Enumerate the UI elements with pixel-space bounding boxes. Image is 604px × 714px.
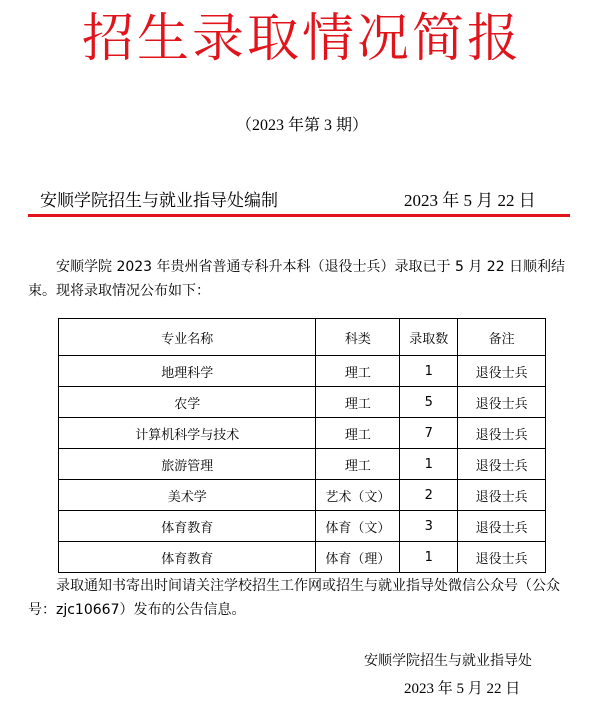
column-header-remark: 备注 (458, 319, 546, 356)
cell-category: 体育（文） (316, 511, 400, 542)
cell-remark: 退役士兵 (458, 480, 546, 511)
table-row (59, 480, 546, 511)
table-row (59, 511, 546, 542)
cell-major: 地理科学 (59, 356, 316, 387)
intro-paragraph: 安顺学院 2023 年贵州省普通专科升本科（退役士兵）录取已于 5 月 22 日顺利结束。现将录取情况公布如下： (28, 259, 566, 299)
cell-category: 理工 (316, 387, 400, 418)
column-header-major: 专业名称 (59, 319, 316, 356)
cell-major: 体育教育 (59, 542, 316, 573)
cell-remark: 退役士兵 (458, 387, 546, 418)
cell-category: 理工 (316, 356, 400, 387)
footer-date: 2023 年 5 月 22 日 (404, 681, 521, 697)
cell-major: 旅游管理 (59, 449, 316, 480)
table-header-row (59, 319, 546, 356)
header-rule (28, 214, 570, 217)
cell-count: 5 (400, 387, 458, 418)
table-row (59, 542, 546, 573)
table-row (59, 418, 546, 449)
cell-category: 体育（理） (316, 542, 400, 573)
cell-major: 计算机科学与技术 (59, 418, 316, 449)
cell-remark: 退役士兵 (458, 449, 546, 480)
column-header-count: 录取数 (400, 319, 458, 356)
cell-count: 3 (400, 511, 458, 542)
cell-count: 2 (400, 480, 458, 511)
column-header-category: 科类 (316, 319, 400, 356)
cell-remark: 退役士兵 (458, 418, 546, 449)
cell-count: 7 (400, 418, 458, 449)
report-title: 招生录取情况简报 (81, 9, 522, 69)
cell-major: 农学 (59, 387, 316, 418)
table-row (59, 356, 546, 387)
cell-category: 理工 (316, 418, 400, 449)
admission-table (58, 318, 546, 573)
notice-paragraph: 录取通知书寄出时间请关注学校招生工作网或招生与就业指导处微信公众号（公众号：zjc10667）发布的公告信息。 (28, 578, 560, 618)
header-date: 2023 年 5 月 22 日 (404, 191, 536, 210)
cell-count: 1 (400, 542, 458, 573)
cell-remark: 退役士兵 (458, 542, 546, 573)
cell-major: 体育教育 (59, 511, 316, 542)
table-row (59, 449, 546, 480)
cell-category: 理工 (316, 449, 400, 480)
table-row (59, 387, 546, 418)
cell-remark: 退役士兵 (458, 511, 546, 542)
cell-major: 美术学 (59, 480, 316, 511)
cell-category: 艺术（文） (316, 480, 400, 511)
compiler-org: 安顺学院招生与就业指导处编制 (40, 191, 278, 210)
footer-org: 安顺学院招生与就业指导处 (364, 653, 532, 669)
cell-count: 1 (400, 356, 458, 387)
cell-remark: 退役士兵 (458, 356, 546, 387)
cell-count: 1 (400, 449, 458, 480)
issue-number: （2023 年第 3 期） (235, 117, 368, 134)
